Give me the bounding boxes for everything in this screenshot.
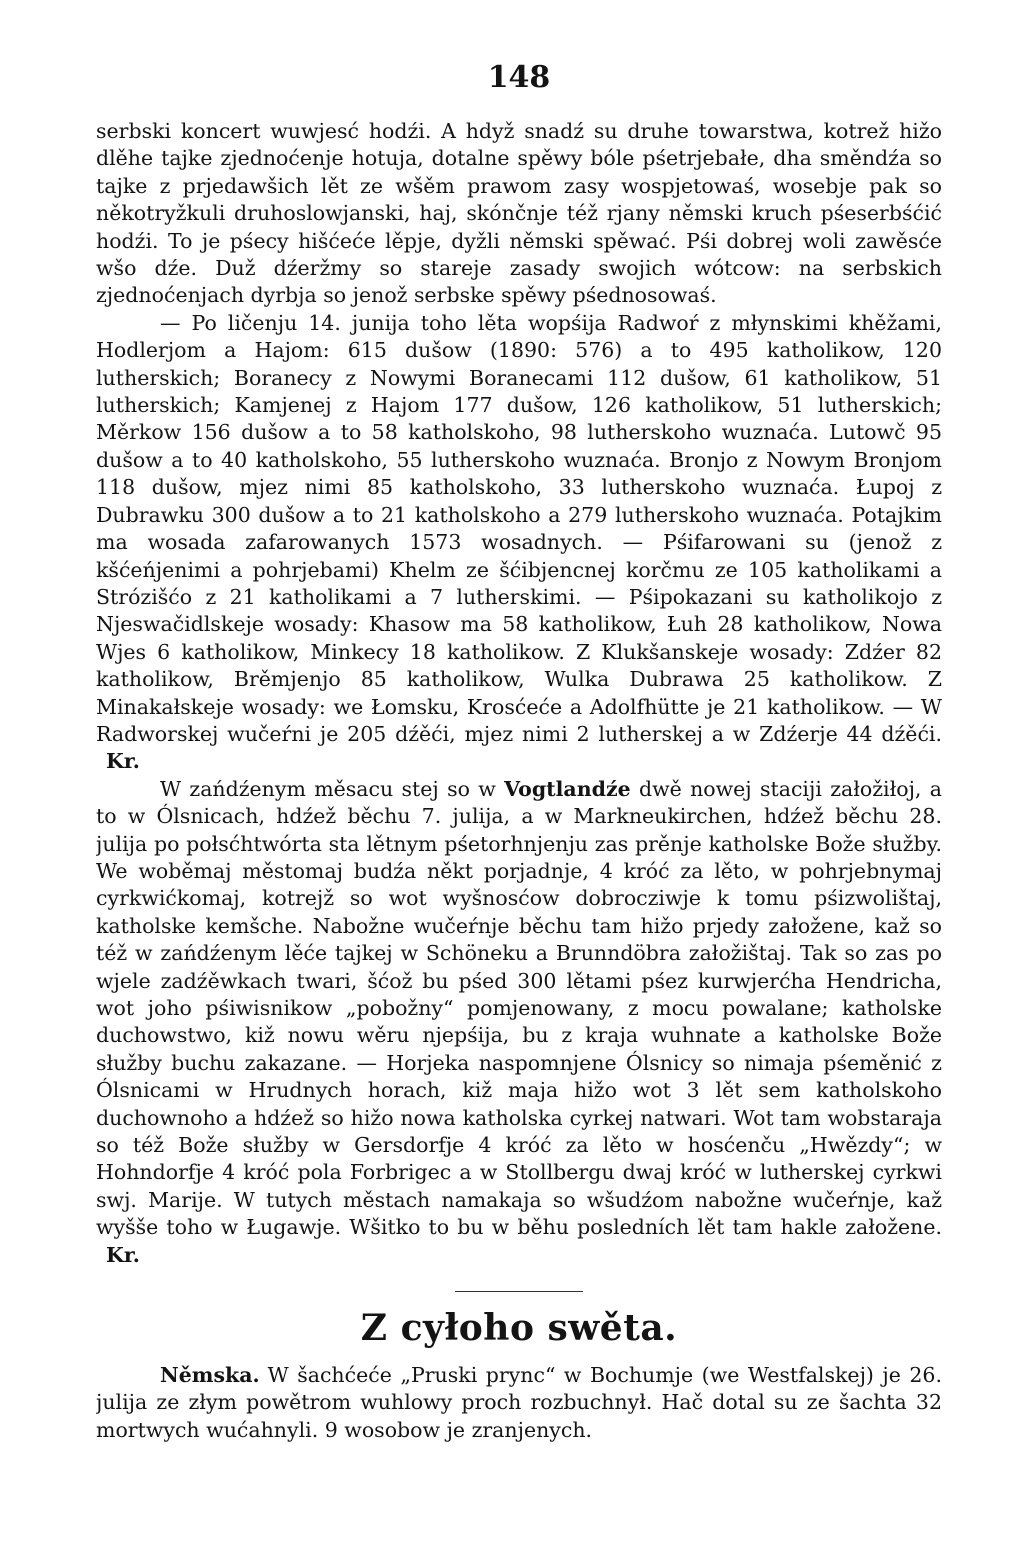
place-name-emphasis: Vogtlandźe [504,776,631,801]
section-divider [455,1291,583,1292]
paragraph-text: serbski koncert wuwjesć hodźi. A hdyž snadź su druhe towarstwa, kotrež hižo dlěhe tajke zjednoćenje hotuja, dotalne spěwy bóle pśetrjebałe, dha směndźa so tajke z prjedawšich lět ze wšěm prawom zasy wospjetowaś, wosebje pak so někotryžkuli druhoslowjanski, haj, skónčnje též rjany němski kruch pśeserbśćić hodźi. To je pśecy hišćeće lěpje, dyžli němski spěwać. Pśi dobrej woli zawěsće wšo dźe. Duž dźeržmy so stareje zasady swojich wótcow: na serbskich zjednoćenjach dyrbja so jenož serbske spěwy pśednosowaś. [96,119,942,308]
paragraph-text-after: dwě nowej staciji załožiłoj, a to w Ólsnicach, hdźež běchu 7. julija, a w Markneukirchen, hdźež běchu 28. julija po połsćhtwórta sta lětnym pśetorhnjenju zas prěnje katholske Bože słužby. We woběmaj městomaj budźa někt porjadnje, 4 króć za lěto, w pohrjebnymaj cyrkwićkomaj, kotrejž so wot wyšnosćow dobrocziwje k tomu pśizwolištaj, katholske kemšche. Nabožne wučeŕnje běchu tam hižo prjedy załožene, kaž so též w zańdźenym lěće tajkej w Schöneku a Brunndöbra załožištaj. Tak so zas po wjele zadźěwkach twari, šćož bu pśed 300 lětami pśez kurwjerćha Hendricha, wot joho pśiwisnikow „pobožny“ pomjenowany, z mocu powalane; katholske duchowstwo, kiž nowu wěru njepśija, bu z kraja wuhnate a katholske Bože słužby buchu zakazane. — Horjeka naspomnjene Ólsnicy so nimaja pśeměnić z Ólsnicami w Hrudnych horach, kiž maja hižo wot 3 lět sem katholskoho duchownoho a hdźež so hižo nowa katholska cyrkej natwari. Wot tam wobstaraja so též Bože słužby w Gersdorfje 4 króć za lěto w hosćenču „Hwězdy“; w Hohndorfje 4 króć pola Forbrigec a w Stollbergu dwaj króć w lutherskej cyrkwi swj. Marije. W tutych městach namakaja so wšudźom nabožne wučeŕnje, kaž wyšše toho w Ługawje. Wšitko to bu w běhu posledních lět tam hakle załožene. [96,776,942,1240]
paragraph-news-germany [96,1362,942,1444]
author-signature: Kr. [106,749,140,774]
author-signature: Kr. [106,1242,140,1267]
paragraph-text: W šachćeće „Pruski prync“ w Bochumje (we Westfalskej) je 26. julija ze złym powětrom wuhlowy proch rozbuchnył. Hač dotal su ze šachta 32 mortwych wućahnyli. 9 wosobow je zranjenych. [96,1363,942,1442]
paragraph-text: — Po ličenju 14. junija toho lěta wopśija Radwoŕ z młynskimi khěžami, Hodlerjom a Hajom: 615 dušow (1890: 576) a to 495 katholikow, 120 lutherskich; Boranecy z Nowymi Boranecami 112 dušow, 61 katholikow, 51 lutherskich; Kamjenej z Hajom 177 dušow, 126 katholikow, 51 lutherskich; Měrkow 156 dušow a to 58 katholskoho, 98 lutherskoho wuznaća. Lutowč 95 dušow a to 40 katholskoho, 55 lutherskoho wuznaća. Bronjo z Nowym Bronjom 118 dušow, mjez nimi 85 katholskoho, 33 lutherskoho wuznaća. Łupoj z Dubrawku 300 dušow a to 21 katholskoho a 279 lutherskoho wuznaća. Potajkim ma wosada zafarowanych 1573 wosadnych. — Pśifarowani su (jenož z kšćeńjenimi a pohrjebami) Khelm ze šćibjencnej korčmu ze 105 katholikami a Strózišćo z 21 katholikami a 7 lutherskimi. — Pśipokazani su katholikojo z Njeswačidlskeje wosady: Khasow ma 58 katholikow, Łuh 28 katholikow, Nowa Wjes 6 katholikow, Minkecy 18 katholikow. Z Klukšanskeje wosady: Zdźer 82 katholikow, Brěmjenjo 85 katholikow, Wulka Dubrawa 25 katholikow. Z Minakałskeje wosady: we Łomsku, Krosćeće a Adolfhütte je 21 katholikow. — W Radworskej wučeŕni je 205 dźěći, mjez nimi 2 lutherskej a w Zdźerje 44 dźěći. [96,310,942,746]
paragraph-census [96,310,942,776]
section-heading: Z cyłoho swěta. [360,1307,678,1350]
newspaper-page [96,56,942,1516]
page-number: 148 [487,60,551,95]
region-label: Němska. [160,1363,260,1388]
paragraph-concert [96,118,942,310]
paragraph-text-before: W zańdźenym měsacu stej so w [160,776,505,801]
paragraph-vogtland [96,776,942,1269]
